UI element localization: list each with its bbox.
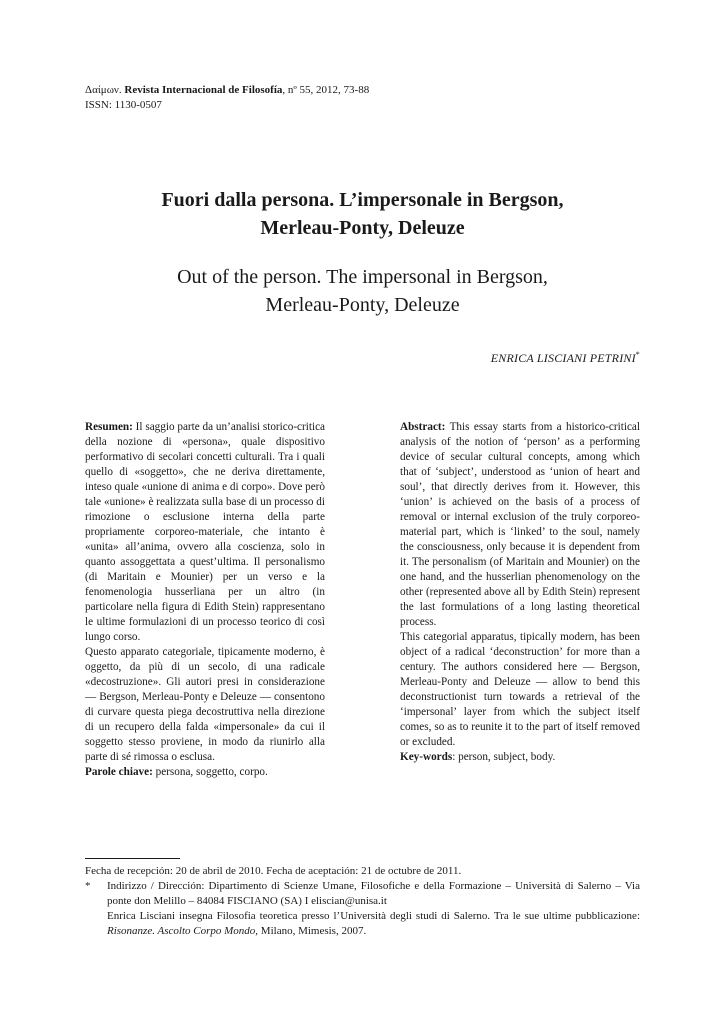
footnotes <box>85 864 640 939</box>
resumen-column <box>85 420 325 780</box>
resumen-keywords <box>85 765 325 780</box>
journal-issue: , nº 55, 2012, 73-88 <box>282 84 370 96</box>
title-english-line1: Out of the person. The impersonal in Bergson, <box>177 266 548 288</box>
resumen-text-1: Il saggio parte da un’analisi storico-critica della nozione di «persona», quale dispositivo performativo di secolari concetti culturali. Tra i quali quello di «soggetto», che ne deriva direttamente, inteso quale «unione di anima e di corpo». Dove però tale «unione» è realizzata sulla base di un processo di rimozione o esclusione interna della parte propriamente corporeo-materiale, che intanto è «unita» all’anima, ovvero alla coscienza, solo in quanto assoggettata a quest’ultima. Il personalismo (di Maritain e Mounier) per un verso e la fenomenologia husserliana per un altro (in particolare nella figura di Edith Stein) rappresentano le ultime formulazioni di un processo teorico di così lungo corso. <box>85 421 325 643</box>
footnote-author-body <box>107 879 640 939</box>
title-italian-line1: Fuori dalla persona. L’impersonale in Bergson, <box>161 189 564 211</box>
journal-greek-name: Δαίμων. <box>85 84 122 96</box>
footnote-bio-book-title: Risonanze. Ascolto Corpo Mondo <box>107 925 256 937</box>
abstract-keywords <box>400 750 640 765</box>
footnote-separator <box>85 858 180 859</box>
journal-name: Revista Internacional de Filosofía <box>124 84 283 96</box>
resumen-paragraph-2: Questo apparato categoriale, tipicamente moderno, è oggetto, da più di un secolo, di una radicale «decostruzione». Gli autori presi in considerazione — Bergson, Merleau-Ponty e Deleuze — consentono di curvare questa piega decostruttiva nella direzione di un recupero della falda «impersonale» da cui il soggetto stesso proviene, in modo da riunirlo alla parte di sé rimossa o esclusa. <box>85 646 325 763</box>
abstract-keywords-label: Key-words <box>400 751 453 763</box>
abstract-keywords-text: : person, subject, body. <box>452 751 556 763</box>
title-english <box>60 263 665 319</box>
resumen-paragraph-1 <box>85 420 325 645</box>
footnote-bio-publisher: , Milano, Mimesis, 2007. <box>255 925 367 937</box>
abstract-column <box>400 420 640 765</box>
footnote-mark: * <box>85 880 91 892</box>
resumen-label: Resumen: <box>85 421 133 433</box>
abstract-paragraph-2: This categorial apparatus, tipically modern, has been object of a radical ‘deconstruction’ for more than a century. The authors considered here — Bergson, Merleau-Ponty and Deleuze — allow to bend this deconstructionist turn towards a retrieval of the ‘impersonal’ layer from which the subject itself comes, so as to reunite it to the part of itself removed or excluded. <box>400 631 640 748</box>
resumen-keywords-text: persona, soggetto, corpo. <box>152 766 268 778</box>
footnote-author <box>85 879 640 939</box>
author-footnote-mark: * <box>635 350 640 359</box>
abstract-label: Abstract: <box>400 421 446 433</box>
title-italian <box>60 186 665 242</box>
footnote-address: Indirizzo / Dirección: Dipartimento di Scienze Umane, Filosofiche e della Formazione – Università di Salerno – Via ponte don Melillo – 84084 FISCIANO (SA) I eliscian@unisa.it <box>107 880 640 907</box>
title-italian-line2: Merleau-Ponty, Deleuze <box>260 217 465 239</box>
abstract-text-1: This essay starts from a historico-critical analysis of the notion of ‘person’ as a performing device of secular cultural concepts, among which that of ‘subject’, understood as ‘union of heart and soul’, that directly derives from it. However, this ‘union’ is achieved on the basis of a process of removal or internal exclusion of the truly corporeo-material part, which is ‘linked’ to the soul, namely the consciousness, only because it is dependent from it. The personalism (of Maritain and Mounier) on the one hand, and the husserlian phenomenology on the other (represented above all by Edith Stein) represent the last formulations of a long lasting theoretical process. <box>400 421 640 628</box>
abstract-paragraph-1 <box>400 420 640 630</box>
journal-header <box>85 83 369 113</box>
journal-citation <box>85 83 369 98</box>
footnote-bio-text: Enrica Lisciani insegna Filosofia teoretica presso l’Università degli studi di Salerno. Tra le sue ultime pubblicazione: <box>107 910 640 922</box>
resumen-keywords-label: Parole chiave: <box>85 766 153 778</box>
author-name: ENRICA LISCIANI PETRINI <box>490 351 636 365</box>
title-english-line2: Merleau-Ponty, Deleuze <box>265 294 460 316</box>
author-line <box>491 350 640 366</box>
footnote-bio <box>107 909 640 939</box>
journal-issn: ISSN: 1130-0507 <box>85 99 162 111</box>
footnote-dates: Fecha de recepción: 20 de abril de 2010. Fecha de aceptación: 21 de octubre de 2011. <box>85 865 462 877</box>
